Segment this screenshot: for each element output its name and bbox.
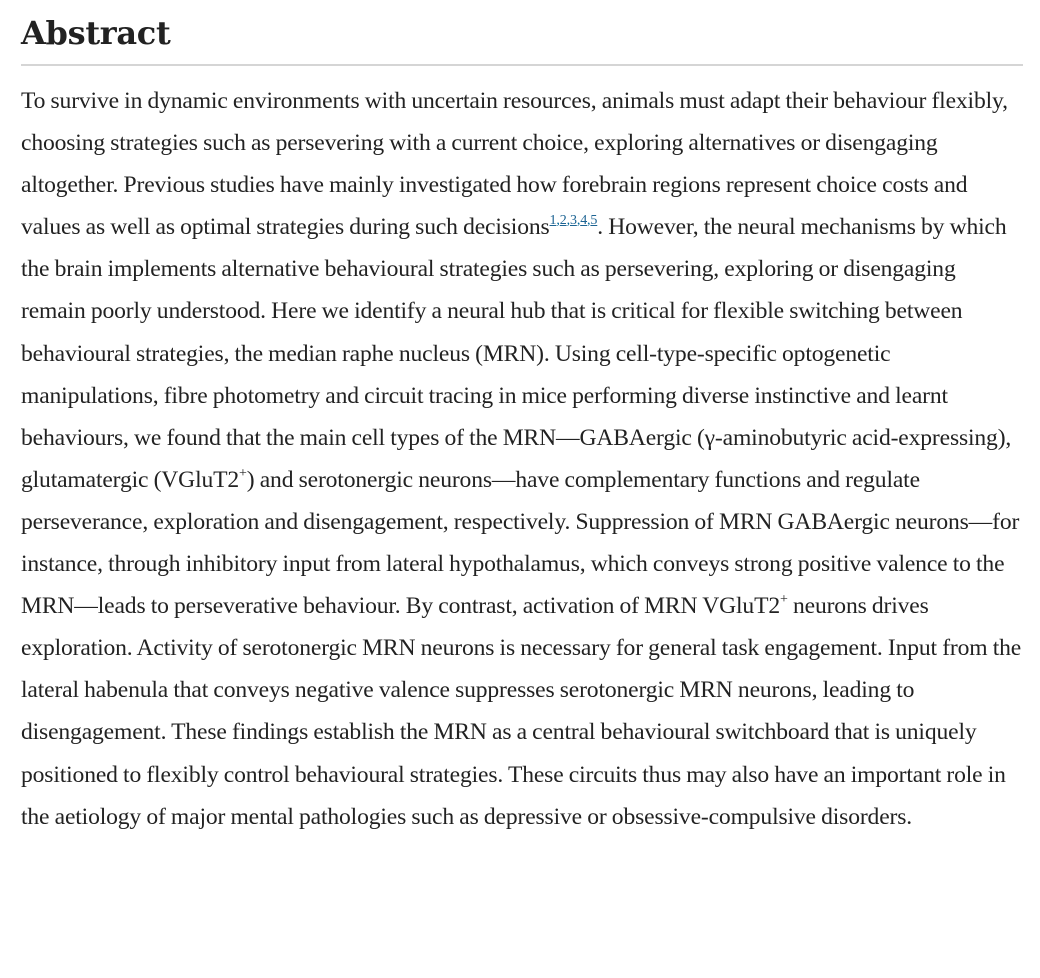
citation-separator: , — [566, 213, 570, 229]
citation-separator: , — [576, 213, 581, 229]
abstract-text-part-2: . However, the neural mechanisms by which the brain implements alternative behavioural strategies such as persevering, exploring or disengaging remain poorly understood. Here we identify a neural hub that is critical for flexible switching between behavioural strategies, the median raphe nucleus (MRN). Using cell-type-specific optogenetic manipulations, fibre photometry and circuit tracing in mice performing diverse instinctive and learnt behaviours, we found that the main cell types of the MRN—GABAergic (γ-aminobutyric acid-expressing), glutamatergic (VGluT2 — [21, 214, 1012, 493]
abstract-text-part-3: ) and serotonergic neurons—have complementary functions and regulate perseverance, exploration and disengagement, respectively. Suppression of MRN GABAergic neurons—for instance, through inhibitory input from lateral hypothalamus, which conveys strong positive valence to the MRN—leads to perseverative behaviour. By contrast, activation of MRN VGluT2 — [21, 466, 1020, 620]
section-heading: Abstract — [21, 8, 1023, 66]
citation-separator: , — [556, 213, 560, 229]
citation-link-3[interactable]: 3 — [569, 213, 577, 229]
abstract-text-part-4: neurons drives exploration. Activity of serotonergic MRN neurons is necessary for general task engagement. Input from the lateral habenula that conveys negative valence suppresses serotonergic MRN neurons, leading to disengagement. These findings establish the MRN as a central behavioural switchboard that is uniquely positioned to flexibly control behavioural strategies. These circuits thus may also have an important role in the aetiology of major mental pathologies such as depressive or obsessive-compulsive disorders. — [21, 593, 1022, 830]
citation-link-2[interactable]: 2 — [559, 213, 567, 229]
abstract-text — [21, 80, 1023, 838]
citation-group — [550, 213, 598, 228]
superscript-plus: + — [779, 592, 788, 608]
abstract-section — [21, 8, 1023, 838]
citation-link-5[interactable]: 5 — [590, 213, 598, 229]
superscript-plus: + — [239, 465, 247, 481]
abstract-text-part-1: To survive in dynamic environments with uncertain resources, animals must adapt their behaviour flexibly, choosing strategies such as persevering with a current choice, exploring alternatives or disengaging altogether. Previous studies have mainly investigated how forebrain regions represent choice costs and values as well as optimal strategies during such decisions — [21, 88, 1008, 241]
citation-link-4[interactable]: 4 — [580, 213, 588, 229]
citation-separator: , — [587, 213, 591, 229]
citation-link-1[interactable]: 1 — [549, 213, 557, 229]
